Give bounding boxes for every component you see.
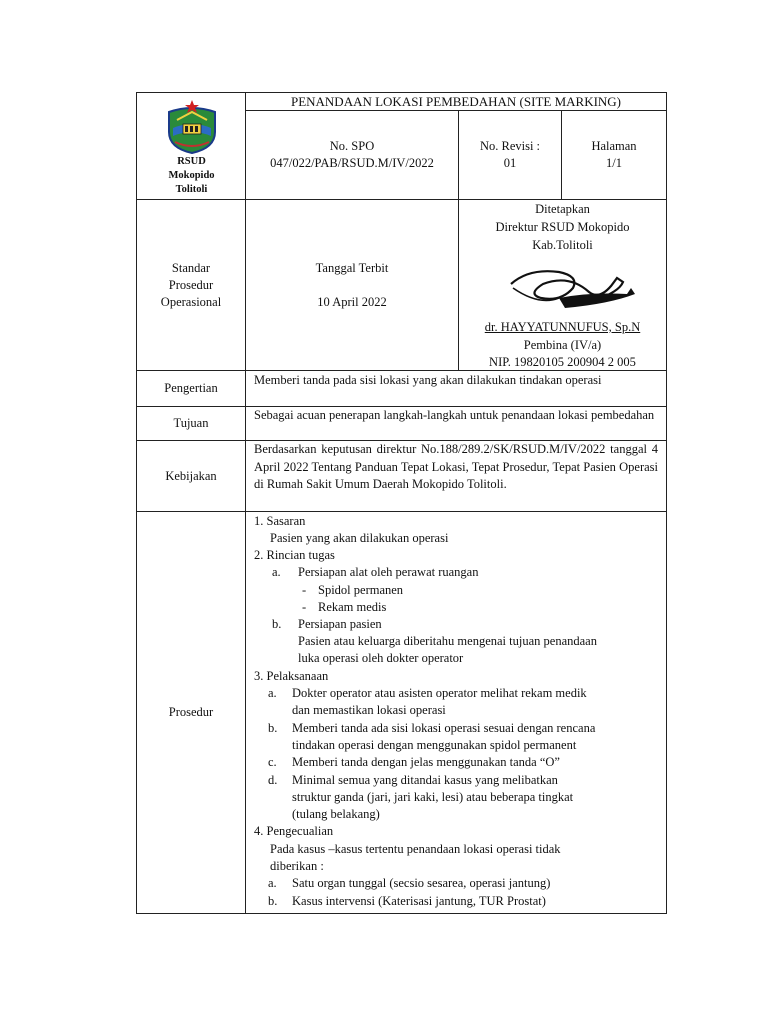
procedure-line: Pada kasus –kasus tertentu penandaan lokasi operasi tidak — [270, 842, 561, 856]
page-value: 1/1 — [606, 156, 622, 170]
signer-rank: Pembina (IV/a) — [523, 337, 602, 352]
procedure-line: Kasus intervensi (Katerisasi jantung, TUR Prostat) — [292, 894, 546, 908]
procedure-line: diberikan : — [270, 859, 324, 873]
procedure-heading: 4. Pengecualian — [254, 824, 334, 838]
procedure-line: Satu organ tunggal (secsio sesarea, operasi jantung) — [292, 876, 551, 890]
kebijakan-text-cell — [245, 440, 667, 512]
procedure-heading: 3. Pelaksanaan — [254, 669, 329, 683]
pengertian-label: Pengertian — [164, 381, 218, 395]
issue-date-cell — [245, 199, 459, 371]
procedure-line: Dokter operator atau asisten operator melihat rekam medik — [292, 686, 587, 700]
procedure-line: Pasien yang akan dilakukan operasi — [270, 531, 449, 545]
procedure-heading: 2. Rincian tugas — [254, 548, 335, 562]
page-cell — [561, 110, 667, 200]
sop-label-line: Prosedur — [168, 277, 214, 292]
hospital-name-line: Mokopido — [168, 170, 215, 181]
sop-label-cell — [136, 199, 246, 371]
issue-label: Tanggal Terbit — [315, 260, 389, 275]
procedure-marker: b. — [268, 721, 278, 735]
tujuan-text: Sebagai acuan penerapan langkah-langkah untuk penandaan lokasi pembedahan — [254, 408, 655, 422]
procedure-marker: a. — [268, 876, 277, 890]
hospital-name-line: Tolitoli — [175, 184, 208, 195]
procedure-line: Pasien atau keluarga diberitahu mengenai tujuan penandaan — [298, 634, 597, 648]
procedure-line: (tulang belakang) — [292, 807, 380, 821]
procedure-line: dan memastikan lokasi operasi — [292, 703, 446, 717]
procedure-line: struktur ganda (jari, jari kaki, lesi) atau beberapa tingkat — [292, 790, 574, 804]
issue-date: 10 April 2022 — [317, 294, 387, 309]
procedure-marker: - — [302, 583, 307, 597]
procedure-marker: c. — [268, 755, 277, 769]
procedure-line: Memberi tanda ada sisi lokasi operasi sesuai dengan rencana — [292, 721, 596, 735]
revision-value: 01 — [503, 156, 517, 170]
procedure-line: Persiapan pasien — [298, 617, 382, 631]
prosedur-label-cell — [136, 511, 246, 914]
procedure-heading: 1. Sasaran — [254, 514, 306, 528]
procedure-line: Memberi tanda dengan jelas menggunakan tanda “O” — [292, 755, 560, 769]
sop-label-line: Operasional — [160, 294, 222, 309]
pengertian-text-cell — [245, 370, 667, 407]
procedure-marker: b. — [272, 617, 282, 631]
signature-image — [499, 258, 639, 318]
signer-name: dr. HAYYATUNNUFUS, Sp.N — [484, 320, 641, 334]
procedure-line: Spidol permanen — [318, 583, 404, 597]
signer-nip: NIP. 19820105 200904 2 005 — [489, 355, 636, 369]
document-title — [245, 92, 667, 111]
procedure-marker: a. — [268, 686, 277, 700]
procedure-marker: a. — [272, 565, 281, 579]
procedure-marker: d. — [268, 773, 278, 787]
procedure-marker: b. — [268, 894, 278, 908]
spo-number-cell — [245, 110, 459, 200]
kebijakan-text: Berdasarkan keputusan direktur No.188/289.2/SK/RSUD.M/IV/2022 tanggal 4 April 2022 Tentang Panduan Tepat Lokasi, Tepat Prosedur, Tepat Pasien Operasi di Rumah Sakit Umum Daerah Mokopido Tolitoli. — [254, 442, 658, 491]
spo-label: No. SPO — [329, 139, 375, 153]
page-label: Halaman — [591, 139, 637, 153]
approval-line: Ditetapkan — [535, 202, 590, 216]
approval-line: Direktur RSUD Mokopido — [495, 220, 630, 234]
revision-cell — [458, 110, 562, 200]
document-title-text: PENANDAAN LOKASI PEMBEDAHAN (SITE MARKING) — [290, 94, 622, 109]
kebijakan-label-cell — [136, 440, 246, 512]
approval-cell — [458, 199, 667, 371]
hospital-name-line: RSUD — [177, 156, 206, 167]
kebijakan-label: Kebijakan — [165, 468, 217, 483]
prosedur-text-cell — [245, 511, 667, 914]
procedure-marker: - — [302, 600, 307, 614]
tujuan-text-cell — [245, 406, 667, 441]
tujuan-label-cell — [136, 406, 246, 441]
revision-label: No. Revisi : — [479, 139, 541, 153]
sop-label-line: Standar — [171, 260, 211, 275]
sop-document — [136, 92, 667, 914]
pengertian-text: Memberi tanda pada sisi lokasi yang akan dilakukan tindakan operasi — [254, 373, 602, 387]
procedure-line: Rekam medis — [318, 600, 387, 614]
tujuan-label: Tujuan — [173, 416, 209, 430]
procedure-line: Minimal semua yang ditandai kasus yang melibatkan — [292, 773, 558, 787]
procedure-line: luka operasi oleh dokter operator — [298, 651, 464, 665]
approval-line: Kab.Tolitoli — [532, 238, 593, 252]
logo-cell — [136, 92, 246, 200]
hospital-logo — [165, 98, 219, 154]
pengertian-label-cell — [136, 370, 246, 407]
procedure-line: tindakan operasi dengan menggunakan spidol permanent — [292, 738, 577, 752]
prosedur-label: Prosedur — [168, 705, 214, 719]
spo-number: 047/022/PAB/RSUD.M/IV/2022 — [270, 156, 434, 170]
hospital-name — [137, 155, 246, 197]
procedure-line: Persiapan alat oleh perawat ruangan — [298, 565, 479, 579]
